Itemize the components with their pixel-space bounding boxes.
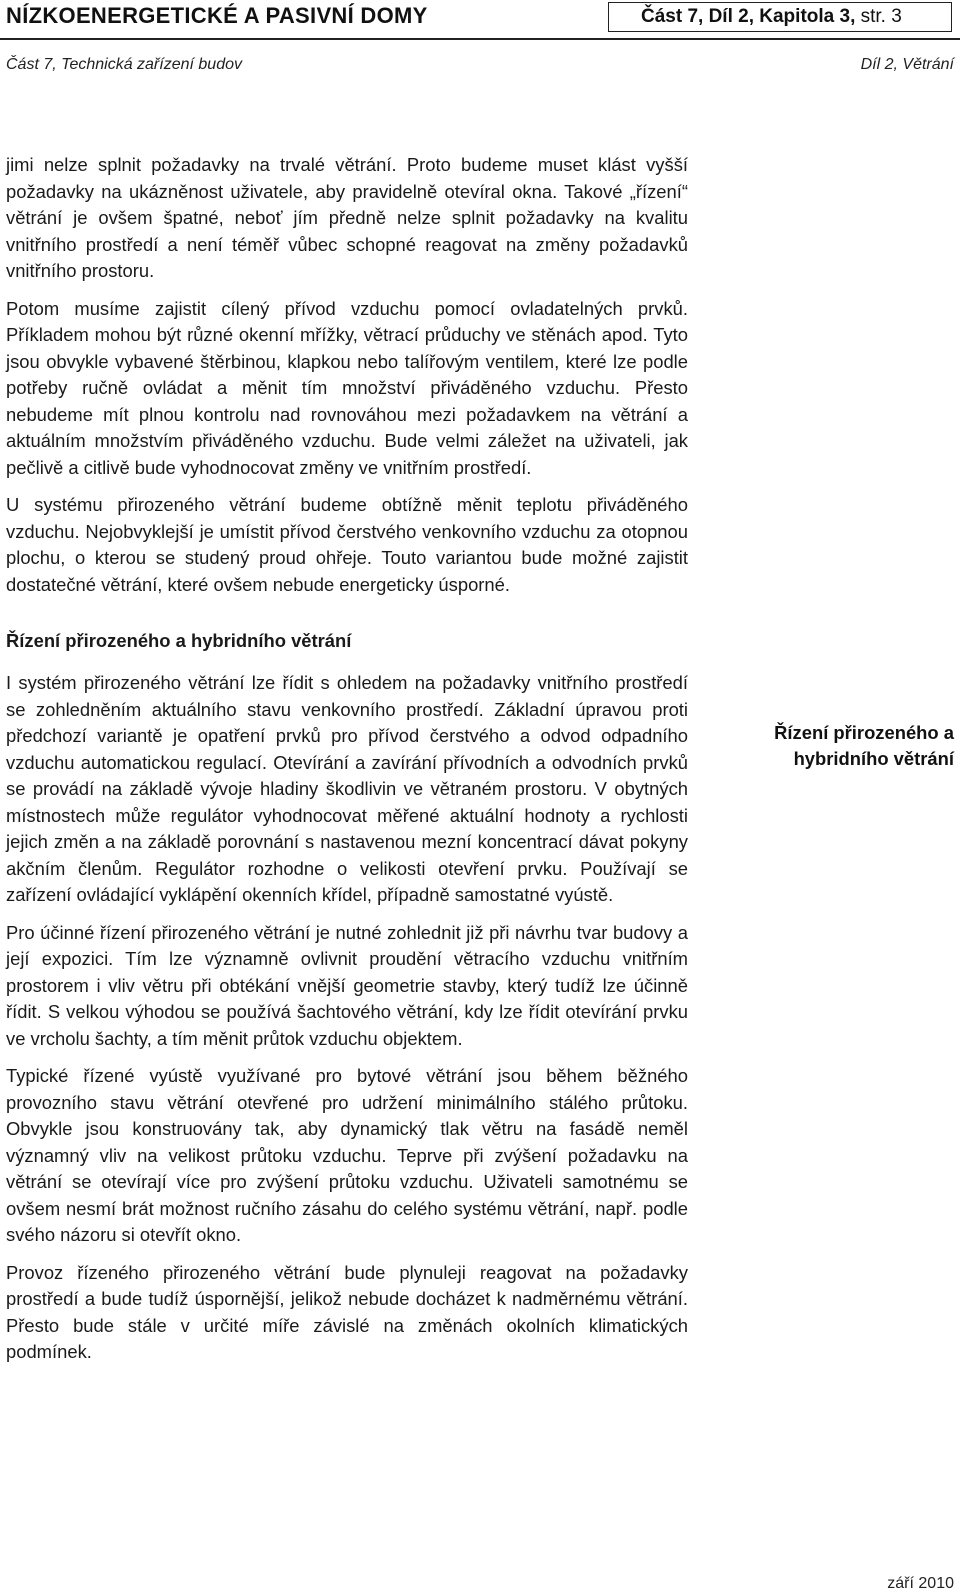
section-subheader: Díl 2, Větrání <box>860 56 954 73</box>
paragraph: U systému přirozeného větrání budeme obtížně měnit teplotu přiváděného vzduchu. Nejobvyklejší je umístit přívod čerstvého venkovního vzduchu za otopnou plochu, o kterou se studený proud ohřeje. Touto variantou bude možné zajistit dostatečné větrání, které ovšem nebude energeticky úsporné. <box>6 494 688 595</box>
section-heading: Řízení přirozeného a hybridního větrání <box>6 630 352 651</box>
page-label: str. 3 <box>860 6 902 27</box>
paragraph: Pro účinné řízení přirozeného větrání je nutné zohlednit již při návrhu tvar budovy a její expozici. Tím lze významně ovlivnit proudění větracího vzduchu vnitřním prostorem i vliv větru při obtékání vnější geometrie stavby, který tudíž lze účinně řídit. S velkou výhodou se používá šachtového větrání, kdy lze řídit otevírání prvku ve vrcholu šachty, a tím měnit průtok vzduchu objektem. <box>6 921 688 1049</box>
publication-date: září 2010 <box>887 1575 954 1592</box>
margin-heading: Řízení přirozeného a hybridního větrání <box>774 722 954 769</box>
chapter-reference-box <box>608 2 952 32</box>
header-rule <box>0 38 960 40</box>
paragraph: Potom musíme zajistit cílený přívod vzduchu pomocí ovladatelných prvků. Příkladem mohou být různé okenní mřížky, větrací průduchy ve stěnách apod. Tyto jsou obvykle vybavené štěrbinou, klapkou nebo talířovým ventilem, které lze podle potřeby ručně ovládat a měnit tím množství přiváděného vzduchu. Přesto nebudeme mít plnou kontrolu nad rovnováhou mezi požadavkem na větrání a aktuálním množstvím přiváděného vzduchu. Bude velmi záležet na uživateli, jak pečlivě a citlivě bude vyhodnocovat změny ve vnitřním prostředí. <box>6 297 688 478</box>
paragraph: Typické řízené vyústě využívané pro bytové větrání jsou během běžného provozního stavu větrání otevřené pro udržení minimálního stálého průtoku. Obvykle jsou konstruovány tak, aby dynamický tlak větru na fasádě neměl významný vliv na velikost průtoku vzduchu. Teprve při zvýšení požadavku na větrání se otevírají více pro zvýšení průtoku vzduchu. Uživateli samotnému se ovšem nesmí brát možnost ručního zásahu do celého systému větrání, např. podle svého názoru si otevřít okno. <box>6 1065 688 1245</box>
main-text-column <box>6 152 688 1377</box>
publication-title: NÍZKOENERGETICKÉ A PASIVNÍ DOMY <box>6 3 428 28</box>
paragraph: jimi nelze splnit požadavky na trvalé větrání. Proto budeme muset klást vyšší požadavky na ukázněnost uživatele, aby pravidelně otevíral okna. Takové „řízení“ větrání je ovšem špatné, neboť jím předně nelze splnit požadavky na kvalitu vnitřního prostředí a není téměř vůbec schopné reagovat na změny požadavků vnitřního prostoru. <box>6 154 688 281</box>
paragraph: Provoz řízeného přirozeného větrání bude plynuleji reagovat na požadavky prostředí a bude tudíž úspornější, jelikož nebude docházet k nadměrnému větrání. Přesto bude stále v určité míře závislé na změnách okolních klimatických podmínek. <box>6 1261 688 1362</box>
paragraph: I systém přirozeného větrání lze řídit s ohledem na požadavky vnitřního prostředí se zohledněním aktuálního stavu venkovního prostředí. Základní úpravou proti předchozí variantě je opatření prvků pro přívod čerstvého a odvod odpadního vzduchu automatickou regulací. Otevírání a zavírání přívodních a odvodních prvků se provádí na základě vývoje hladiny škodlivin ve větraném prostoru. V obytných místnostech může regulátor vyhodnocovat měřené aktuální hodnoty a rychlosti jejich změn a na základě porovnání s nastavenou mezní koncentrací dávat pokyny akčním členům. Regulátor rozhodne o velikosti otevření prvku. Používají se zařízení ovládající vyklápění okenních křídel, případně samostatné vyústě. <box>6 672 688 905</box>
part-label: Část 7, Díl 2, Kapitola 3, <box>641 6 856 27</box>
part-subheader: Část 7, Technická zařízení budov <box>6 56 242 73</box>
page-header <box>0 0 960 40</box>
